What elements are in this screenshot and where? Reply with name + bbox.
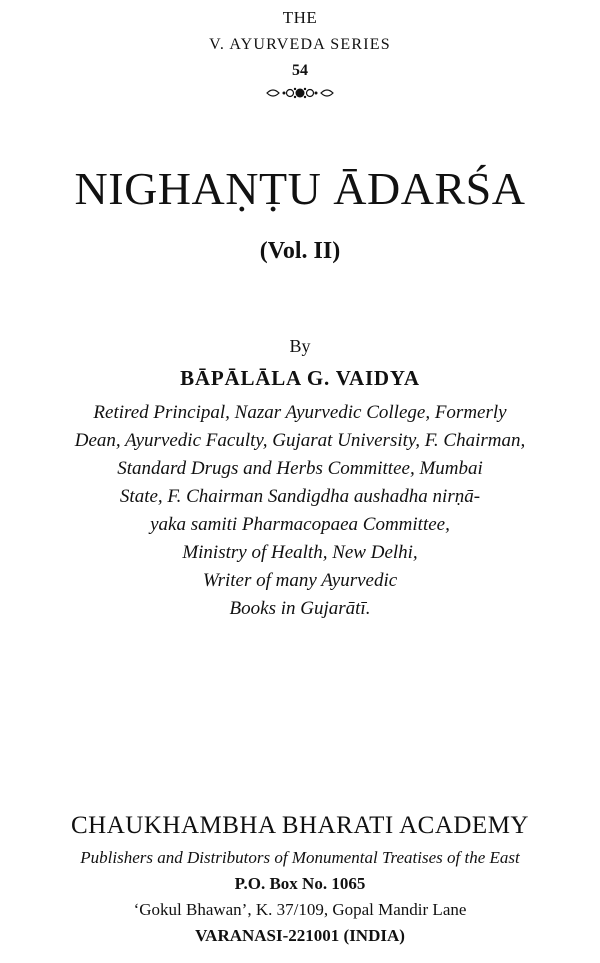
book-title: NIGHAṆṬU ĀDARŚA: [74, 163, 526, 214]
credential-line: Books in Gujarātī.: [229, 598, 371, 619]
credential-line: yaka samiti Pharmacopaea Committee,: [150, 514, 450, 535]
publisher-description: Publishers and Distributors of Monumental Treatises of the East: [80, 848, 520, 867]
publisher-po-box: P.O. Box No. 1065: [234, 874, 366, 893]
credential-line: State, F. Chairman Sandigdha aushadha nirṇā-: [119, 486, 481, 507]
publisher-city: VARANASI-221001 (INDIA): [195, 926, 405, 945]
credential-line: Writer of many Ayurvedic: [202, 570, 398, 591]
credential-line: Dean, Ayurvedic Faculty, Gujarat University, F. Chairman,: [74, 430, 526, 451]
series-the: THE: [282, 8, 318, 27]
series-number: 54: [292, 62, 308, 79]
publisher-name: CHAUKHAMBHA BHARATI ACADEMY: [71, 812, 529, 839]
credential-line: Ministry of Health, New Delhi,: [182, 542, 418, 563]
credential-line: Standard Drugs and Herbs Committee, Mumbai: [117, 458, 483, 479]
publisher-address: ‘Gokul Bhawan’, K. 37/109, Gopal Mandir Lane: [133, 900, 467, 919]
volume-label: (Vol. II): [259, 238, 341, 264]
credential-line: Retired Principal, Nazar Ayurvedic College, Formerly: [93, 402, 507, 423]
vignette-svg: [265, 86, 335, 100]
series-name: V. AYURVEDA SERIES: [209, 36, 391, 53]
author-name: BĀPĀLĀLA G. VAIDYA: [180, 366, 420, 390]
by-label: By: [289, 336, 311, 356]
decorative-vignette-icon: [0, 86, 600, 102]
